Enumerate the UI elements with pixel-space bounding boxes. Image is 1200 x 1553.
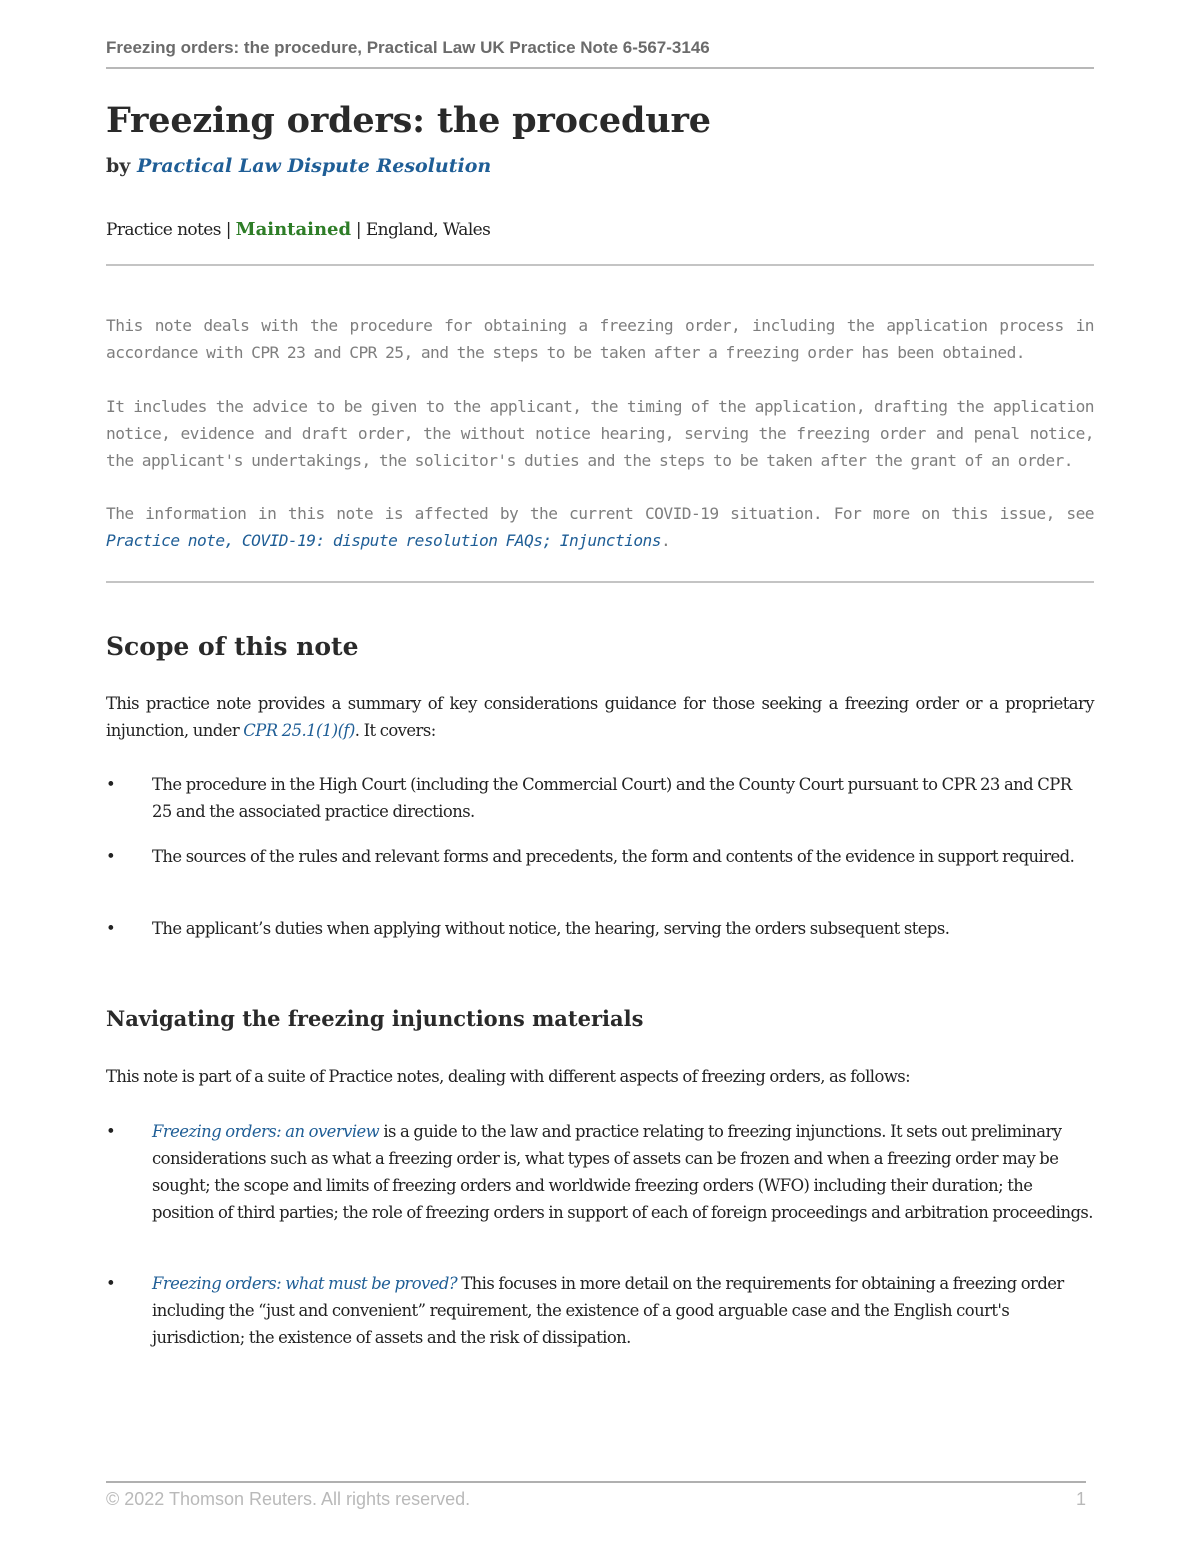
overview-link[interactable]: Freezing orders: an overview	[152, 1122, 380, 1141]
meta-separator: |	[220, 220, 236, 240]
status-badge: Maintained	[235, 219, 352, 240]
document-title: Freezing orders: the procedure	[106, 100, 711, 141]
byline	[106, 155, 491, 177]
bullet-icon: •	[106, 775, 116, 794]
navigating-intro: This note is part of a suite of Practice notes, dealing with different aspects of freezing orders, as follows:	[106, 1067, 911, 1086]
divider	[106, 581, 1094, 583]
running-header: Freezing orders: the procedure, Practical Law UK Practice Note 6-567-3146	[106, 38, 1094, 69]
abstract-paragraph	[106, 500, 1094, 554]
list-item	[106, 843, 1094, 870]
section-heading-navigating: Navigating the freezing injunctions materials	[106, 1006, 644, 1031]
list-item-text: The sources of the rules and relevant forms and precedents, the form and contents of the evidence in support required.	[152, 847, 1075, 866]
by-label: by	[106, 155, 131, 177]
list-item-text	[152, 1118, 1094, 1226]
bullet-icon: •	[106, 919, 116, 938]
cpr-link[interactable]: CPR 25.1(1)(f)	[243, 721, 355, 740]
abstract-paragraph: This note deals with the procedure for obtaining a freezing order, including the application process in accordance with CPR 23 and CPR 25, and the steps to be taken after a freezing order has been obtained.	[106, 316, 1094, 362]
list-item-text: The applicant’s duties when applying without notice, the hearing, serving the orders subsequent steps.	[152, 919, 950, 938]
divider	[106, 264, 1094, 266]
bullet-icon: •	[106, 1122, 116, 1141]
page-footer	[106, 1481, 1086, 1510]
section-heading-scope: Scope of this note	[106, 632, 359, 661]
list-item	[106, 1270, 1094, 1351]
what-must-be-proved-link[interactable]: Freezing orders: what must be proved?	[152, 1274, 458, 1293]
author-link[interactable]: Practical Law Dispute Resolution	[136, 155, 492, 177]
abstract-paragraph: It includes the advice to be given to the applicant, the timing of the application, drafting the application notice, evidence and draft order, the without notice hearing, serving the freezing order and penal notice, the applicant's undertakings, the solicitor's duties and the steps to be taken after the grant of an order.	[106, 397, 1094, 470]
list-item-text	[152, 1270, 1094, 1351]
abstract-text: The information in this note is affected by the current COVID-19 situation. For more on this issue, see	[106, 504, 1094, 523]
list-item	[106, 1118, 1094, 1226]
scope-intro-text: This practice note provides a summary of key considerations guidance for those seeking a freezing order or a proprietary injunction, under	[106, 694, 1094, 740]
bullet-icon: •	[106, 847, 116, 866]
list-item-body: This focuses in more detail on the requirements for obtaining a freezing order including the “just and convenient” requirement, the existence of a good arguable case and the English court's jurisdiction; the existence of assets and the risk of dissipation.	[152, 1274, 1064, 1347]
copyright: © 2022 Thomson Reuters. All rights reserved.	[106, 1489, 471, 1509]
abstract-text: .	[660, 531, 671, 550]
meta-separator: |	[351, 220, 366, 240]
bullet-icon: •	[106, 1274, 116, 1293]
list-item-body: is a guide to the law and practice relating to freezing injunctions. It sets out preliminary considerations such as what a freezing order is, what types of assets can be frozen and when a freezing order may be sought; the scope and limits of freezing orders and worldwide freezing orders (WFO) including their duration; the position of third parties; the role of freezing orders in support of each of foreign proceedings and arbitration proceedings.	[152, 1122, 1093, 1222]
list-item	[106, 915, 1094, 942]
list-item	[106, 771, 1094, 825]
jurisdiction: England, Wales	[365, 220, 491, 240]
doc-type: Practice notes	[106, 220, 221, 240]
covid-faq-link[interactable]: Practice note, COVID-19: dispute resolution FAQs; Injunctions	[106, 531, 661, 550]
scope-intro-text: . It covers:	[354, 721, 436, 740]
document-meta	[106, 219, 490, 240]
scope-intro	[106, 690, 1094, 744]
list-item-text: The procedure in the High Court (including the Commercial Court) and the County Court pursuant to CPR 23 and CPR 25 and the associated practice directions.	[152, 775, 1072, 821]
page-number: 1	[1075, 1489, 1086, 1509]
